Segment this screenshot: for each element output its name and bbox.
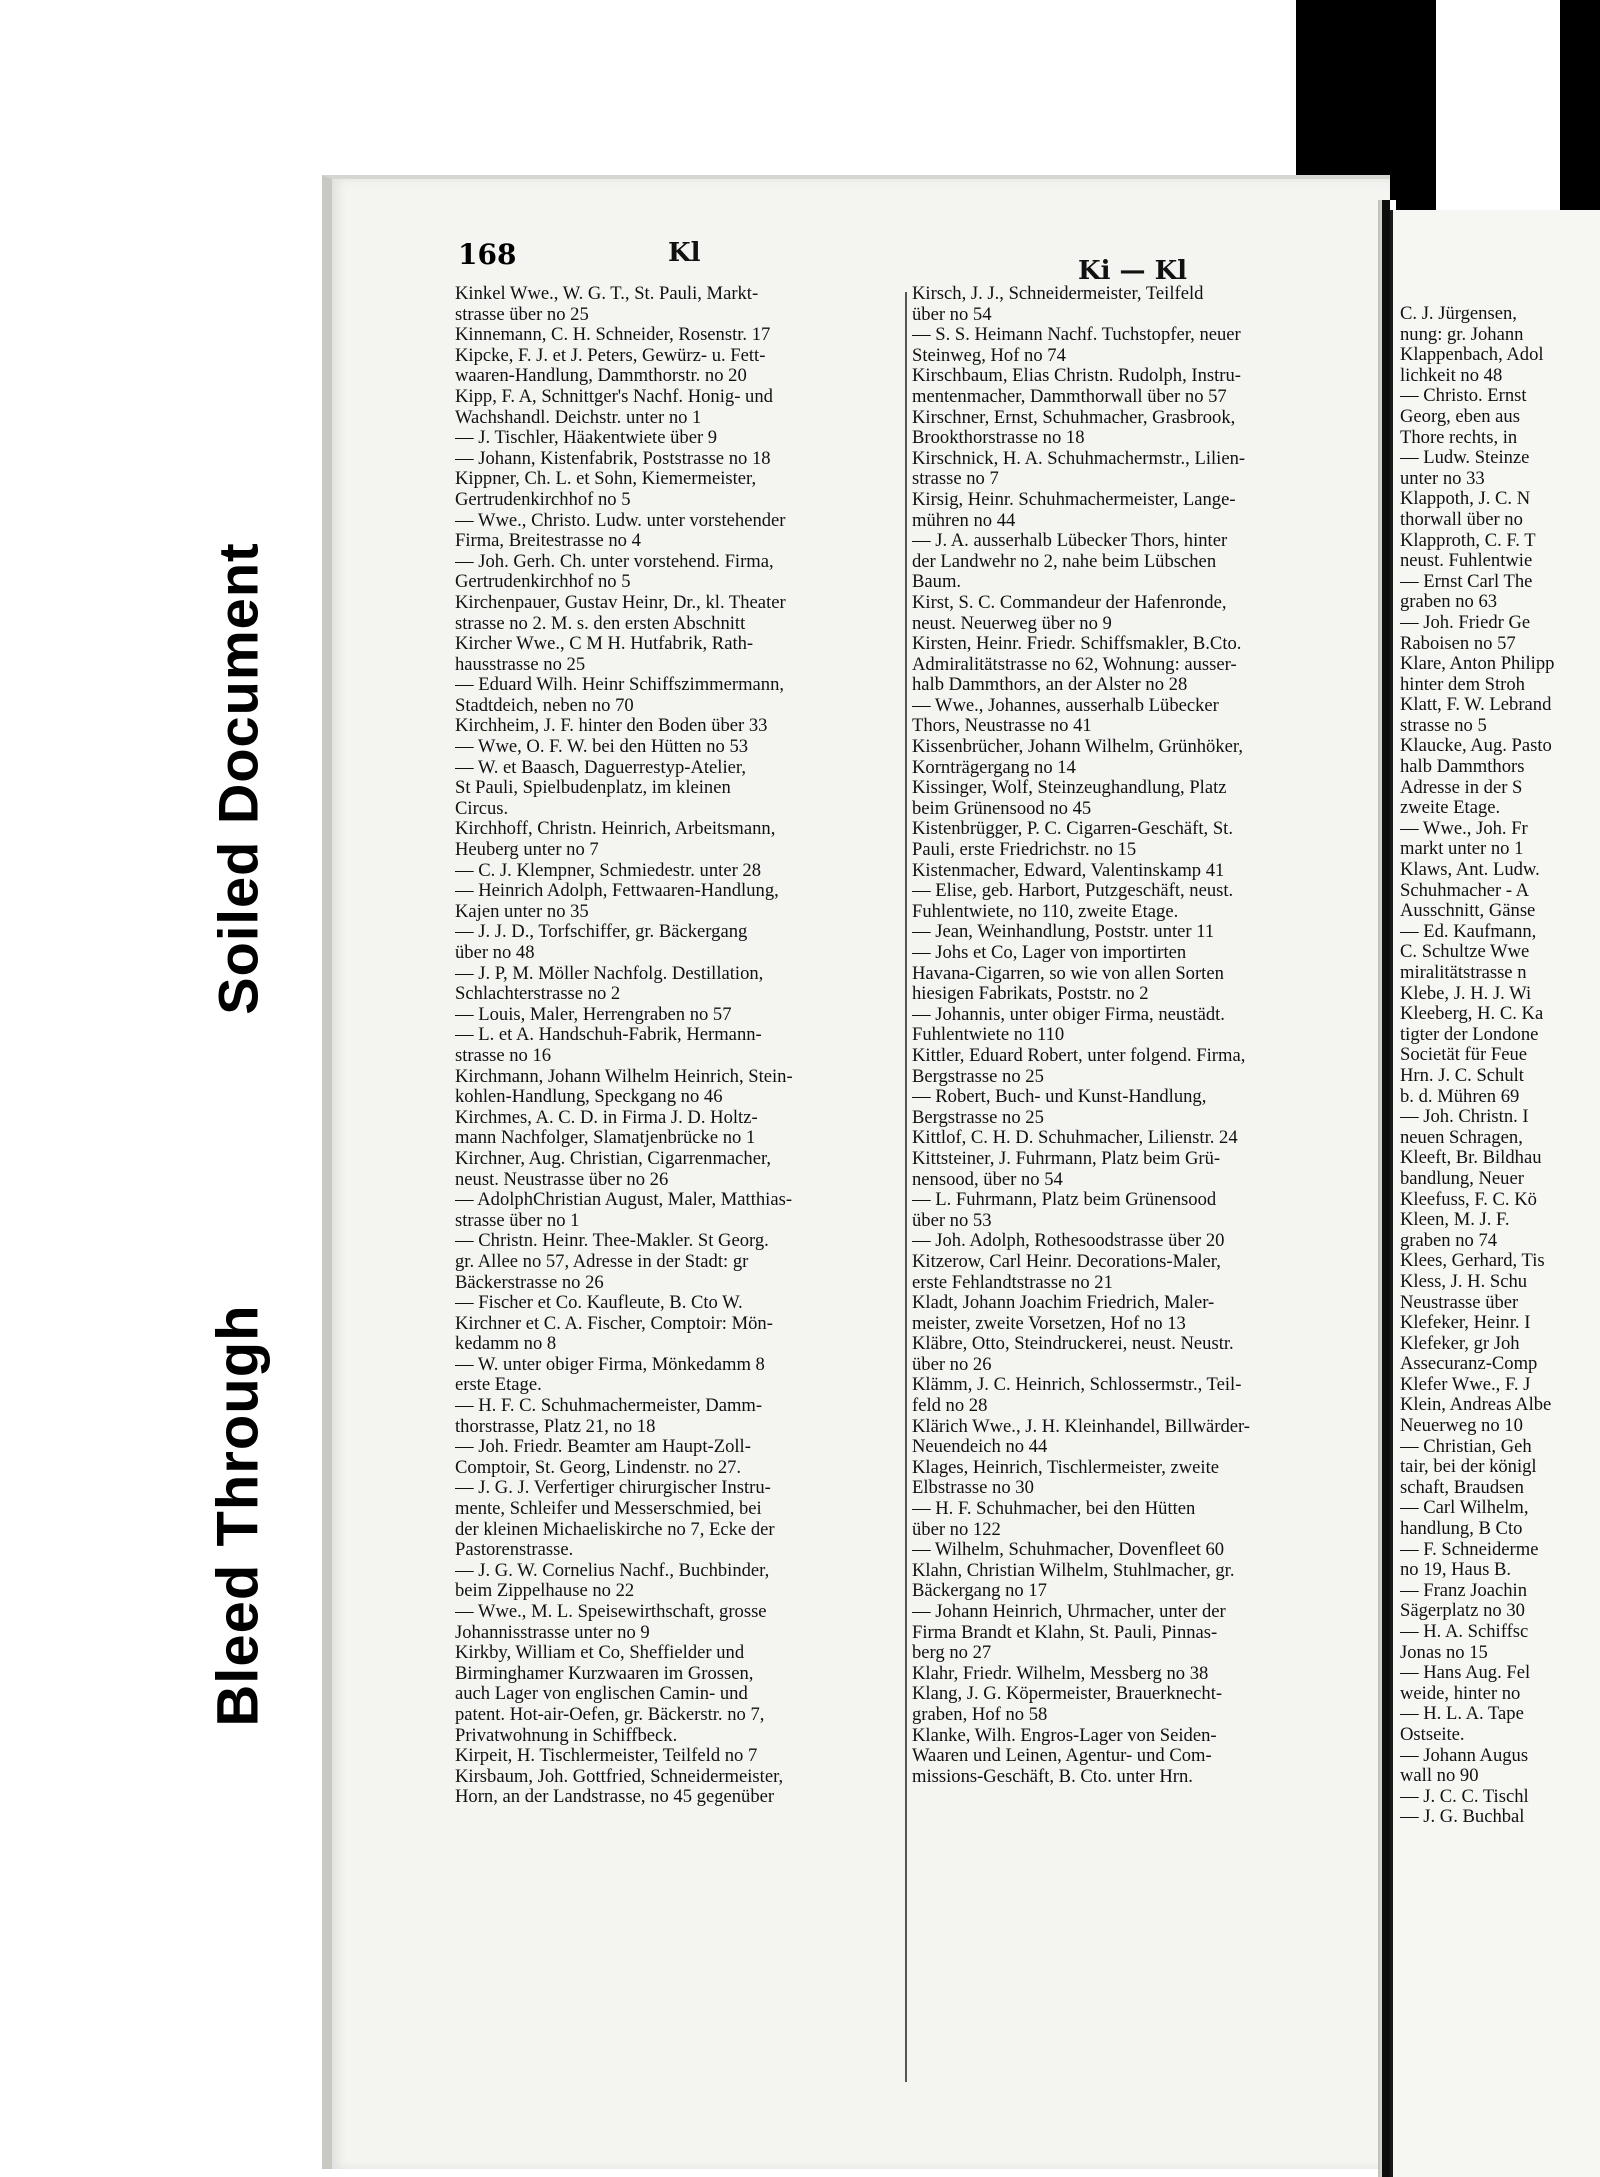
directory-entry-line: Bergstrasse no 25	[912, 1107, 1044, 1128]
directory-entry-line: — Heinrich Adolph, Fettwaaren-Handlung,	[455, 881, 779, 902]
directory-entry-line: markt unter no 1	[1400, 839, 1524, 860]
directory-entry-line: Heuberg unter no 7	[455, 840, 599, 861]
directory-entry-line: — Robert, Buch- und Kunst-Handlung,	[912, 1087, 1207, 1108]
directory-entry-line: — Joh. Friedr Ge	[1400, 612, 1531, 633]
facing-page-column	[1400, 304, 1600, 1828]
directory-entry-line: — W. unter obiger Firma, Mönkedamm 8	[455, 1354, 765, 1375]
directory-entry-line: beim Grünensood no 45	[912, 798, 1092, 819]
directory-entry-line: — Wwe., Christo. Ludw. unter vorstehender	[455, 510, 786, 531]
directory-entry-line: Stadtdeich, neben no 70	[455, 695, 634, 716]
directory-entry-line: Klappenbach, Adol	[1400, 345, 1544, 366]
directory-entry-line: — Johann Heinrich, Uhrmacher, unter der	[912, 1602, 1226, 1622]
directory-entry-line: neust. Fuhlentwie	[1400, 551, 1533, 572]
directory-entry-line: berg no 27	[912, 1643, 992, 1664]
directory-entry-line: Kläbre, Otto, Steindruckerei, neust. Neustr.	[912, 1334, 1234, 1355]
directory-entry-line: meister, zweite Vorsetzen, Hof no 13	[912, 1313, 1186, 1334]
directory-entry-line: nensood, über no 54	[912, 1169, 1063, 1190]
directory-entry-line: Circus.	[455, 798, 509, 819]
directory-entry-line: Klang, J. G. Köpermeister, Brauerknecht-	[912, 1684, 1223, 1705]
directory-entry-line: — F. Schneiderme	[1400, 1539, 1539, 1560]
directory-entry-line: — Hans Aug. Fel	[1400, 1663, 1531, 1684]
directory-entry-line: — Johs et Co, Lager von importirten	[912, 943, 1187, 963]
directory-entry-line: Kirpeit, H. Tischlermeister, Teilfeld no 7	[455, 1746, 758, 1767]
directory-entry-line: Kippner, Ch. L. et Sohn, Kiemermeister,	[455, 469, 757, 490]
directory-entry-line: Kirst, S. C. Commandeur der Hafenronde,	[912, 592, 1227, 613]
directory-entry-line: halb Dammthors, an der Alster no 28	[912, 675, 1188, 696]
column-divider	[905, 292, 907, 2082]
directory-entry-line: Kleen, M. J. F.	[1400, 1210, 1510, 1231]
directory-entry-line: Kirchhoff, Christn. Heinrich, Arbeitsmann,	[455, 819, 776, 840]
directory-entry-line: gr. Allee no 57, Adresse in der Stadt: gr	[455, 1251, 749, 1272]
directory-entry-line: über no 26	[912, 1354, 992, 1375]
directory-entry-line: — H. F. C. Schuhmachermeister, Damm-	[455, 1396, 763, 1417]
directory-entry-line: Schuhmacher - A	[1400, 880, 1530, 901]
directory-entry-line: Klebe, J. H. J. Wi	[1400, 983, 1532, 1004]
directory-entry-line: Kladt, Johann Joachim Friedrich, Maler-	[912, 1293, 1215, 1314]
directory-entry-line: — Joh. Christn. I	[1400, 1107, 1529, 1128]
directory-entry-line: neust. Neuerweg über no 9	[912, 613, 1112, 634]
directory-entry-line: strasse no 2. M. s. den ersten Abschnitt	[455, 613, 746, 634]
directory-entry-line: Kipcke, F. J. et J. Peters, Gewürz- u. Fett-	[455, 345, 766, 366]
directory-entry-line: thorstrasse, Platz 21, no 18	[455, 1416, 656, 1437]
directory-entry-line: — Johann, Kistenfabrik, Poststrasse no 18	[455, 448, 771, 469]
directory-entry-line: neust. Neustrasse über no 26	[455, 1169, 669, 1190]
directory-entry-line: Kajen unter no 35	[455, 901, 589, 922]
directory-entry-line: neuen Schragen,	[1400, 1127, 1523, 1148]
directory-entry-line: mente, Schleifer und Messerschmied, bei	[455, 1499, 762, 1520]
directory-entry-line: Kittlof, C. H. D. Schuhmacher, Lilienstr. 24	[912, 1128, 1238, 1149]
directory-entry-line: C. J. Jürgensen,	[1400, 304, 1517, 324]
directory-entry-line: handlung, B Cto	[1400, 1519, 1523, 1540]
directory-entry-line: thorwall über no	[1400, 509, 1523, 530]
directory-entry-line: erste Fehlandtstrasse no 21	[912, 1272, 1113, 1293]
directory-entry-line: weide, hinter no	[1400, 1683, 1521, 1704]
directory-entry-line: Klatt, F. W. Lebrand	[1400, 695, 1552, 716]
directory-entry-line: — Wwe., Joh. Fr	[1400, 818, 1528, 839]
directory-entry-line: — Fischer et Co. Kaufleute, B. Cto W.	[455, 1293, 743, 1314]
directory-entry-line: Havana-Cigarren, so wie von allen Sorten	[912, 963, 1224, 984]
directory-entry-line: Kissenbrücher, Johann Wilhelm, Grünhöker,	[912, 737, 1244, 758]
directory-entry-line: — Christian, Geh	[1400, 1436, 1532, 1457]
directory-entry-line: — J. G. Buchbal	[1400, 1807, 1525, 1828]
directory-entry-line: — Carl Wilhelm,	[1400, 1498, 1529, 1519]
directory-entry-line: Kirschner, Ernst, Schuhmacher, Grasbrook,	[912, 407, 1236, 428]
directory-entry-line: — Ludw. Steinze	[1400, 448, 1530, 469]
directory-entry-line: Klaucke, Aug. Pasto	[1400, 736, 1552, 757]
directory-entry-line: graben no 63	[1400, 592, 1498, 613]
directory-entry-line: mentenmacher, Dammthorwall über no 57	[912, 386, 1227, 407]
directory-entry-line: — W. et Baasch, Daguerrestyp-Atelier,	[455, 757, 746, 778]
directory-entry-line: der Landwehr no 2, nahe beim Lübschen	[912, 551, 1217, 572]
directory-column-left	[455, 284, 900, 1808]
directory-entry-line: — Joh. Adolph, Rothesoodstrasse über 20	[912, 1231, 1225, 1252]
directory-entry-line: Klappoth, J. C. N	[1400, 489, 1531, 510]
directory-entry-line: Schlachterstrasse no 2	[455, 984, 621, 1005]
directory-entry-line: Klare, Anton Philipp	[1400, 654, 1555, 675]
directory-entry-line: Klahr, Friedr. Wilhelm, Messberg no 38	[912, 1663, 1209, 1684]
directory-entry-line: tigter der Londone	[1400, 1024, 1539, 1045]
directory-entry-line: beim Zippelhause no 22	[455, 1581, 635, 1602]
directory-entry-line: Birminghamer Kurzwaaren im Grossen,	[455, 1663, 754, 1684]
directory-entry-line: Societät für Feue	[1400, 1045, 1528, 1066]
directory-entry-line: Privatwohnung in Schiffbeck.	[455, 1725, 678, 1746]
directory-entry-line: Baum.	[912, 572, 962, 593]
directory-entry-line: Jonas no 15	[1400, 1642, 1488, 1663]
directory-entry-line: kohlen-Handlung, Speckgang no 46	[455, 1087, 723, 1108]
directory-entry-line: halb Dammthors	[1400, 757, 1525, 778]
directory-entry-line: Klages, Heinrich, Tischlermeister, zweite	[912, 1457, 1220, 1478]
directory-entry-line: bandlung, Neuer	[1400, 1168, 1524, 1189]
directory-entry-line: Kirsten, Heinr. Friedr. Schiffsmakler, B.Cto.	[912, 634, 1242, 655]
directory-entry-line: — Franz Joachin	[1400, 1580, 1528, 1601]
directory-entry-line: strasse no 5	[1400, 715, 1487, 736]
directory-entry-line: waaren-Handlung, Dammthorstr. no 20	[455, 366, 747, 387]
directory-entry-line: Georg, eben aus	[1400, 406, 1520, 427]
directory-entry-line: Kittsteiner, J. Fuhrmann, Platz beim Grü-	[912, 1148, 1221, 1169]
directory-entry-line: miralitätstrasse n	[1400, 963, 1527, 983]
directory-entry-line: Neustrasse über	[1400, 1292, 1519, 1313]
directory-entry-line: — Louis, Maler, Herrengraben no 57	[455, 1004, 732, 1025]
directory-entry-line: — J. Tischler, Häakentwiete über 9	[455, 428, 718, 449]
directory-entry-line: Fuhlentwiete, no 110, zweite Etage.	[912, 901, 1179, 922]
directory-entry-line: hiesigen Fabrikats, Poststr. no 2	[912, 984, 1149, 1005]
directory-entry-line: — Christn. Heinr. Thee-Makler. St Georg.	[455, 1231, 769, 1252]
directory-entry-line: Neuendeich no 44	[912, 1437, 1048, 1458]
directory-entry-line: Kirchner et C. A. Fischer, Comptoir: Mön-	[455, 1313, 773, 1334]
directory-entry-line: über no 54	[912, 304, 992, 325]
directory-entry-line: Fuhlentwiete no 110	[912, 1025, 1065, 1046]
directory-entry-line: Kornträgergang no 14	[912, 757, 1076, 778]
directory-entry-line: Hrn. J. C. Schult	[1400, 1065, 1524, 1086]
directory-entry-line: über no 53	[912, 1210, 992, 1231]
directory-entry-line: — Joh. Gerh. Ch. unter vorstehend. Firma,	[455, 551, 774, 572]
directory-entry-line: — C. J. Klempner, Schmiedestr. unter 28	[455, 860, 762, 881]
directory-entry-line: Kleefuss, F. C. Kö	[1400, 1189, 1537, 1210]
directory-entry-line: Pastorenstrasse.	[455, 1540, 574, 1561]
directory-entry-line: Kirchenpauer, Gustav Heinr, Dr., kl. Theater	[455, 592, 786, 613]
directory-entry-line: — J. J. D., Torfschiffer, gr. Bäckergang	[455, 922, 748, 943]
directory-column-right	[912, 284, 1342, 1787]
directory-entry-line: Ausschnitt, Gänse	[1400, 901, 1536, 922]
directory-entry-line: Gertrudenkirchhof no 5	[455, 489, 631, 510]
directory-entry-line: no 19, Haus B.	[1400, 1560, 1512, 1581]
directory-entry-line: der kleinen Michaeliskirche no 7, Ecke der	[455, 1519, 775, 1540]
directory-entry-line: Ostseite.	[1400, 1724, 1465, 1745]
directory-entry-line: Kirchheim, J. F. hinter den Boden über 33	[455, 716, 768, 737]
directory-entry-line: — J. P, M. Möller Nachfolg. Destillation,	[455, 963, 764, 984]
directory-entry-line: Kipp, F. A, Schnittger's Nachf. Honig- und	[455, 386, 773, 407]
directory-entry-line: Klein, Andreas Albe	[1400, 1395, 1552, 1416]
directory-entry-line: Bäckerstrasse no 26	[455, 1272, 604, 1293]
directory-entry-line: Brookthorstrasse no 18	[912, 428, 1085, 449]
directory-entry-line: Waaren und Leinen, Agentur- und Com-	[912, 1746, 1212, 1767]
bleed-through-label: Bleed Through	[196, 1215, 280, 1815]
directory-entry-line: strasse über no 1	[455, 1210, 580, 1231]
running-head-right: Ki — Kl	[1078, 256, 1188, 286]
directory-entry-line: Steinweg, Hof no 74	[912, 345, 1066, 366]
directory-entry-line: Comptoir, St. Georg, Lindenstr. no 27.	[455, 1457, 742, 1478]
directory-entry-line: Kistenbrügger, P. C. Cigarren-Geschäft, St.	[912, 819, 1233, 840]
directory-entry-line: Kinkel Wwe., W. G. T., St. Pauli, Markt-	[455, 284, 759, 304]
directory-entry-line: unter no 33	[1400, 468, 1485, 489]
soiled-document-label: Soiled Document	[196, 487, 280, 1070]
directory-entry-line: Kirchner, Aug. Christian, Cigarrenmacher,	[455, 1148, 772, 1169]
directory-entry-line: Klefeker, Heinr. I	[1400, 1313, 1531, 1334]
directory-entry-line: Bäckergang no 17	[912, 1581, 1047, 1602]
directory-entry-line: Kitzerow, Carl Heinr. Decorations-Maler,	[912, 1251, 1221, 1272]
directory-entry-line: Kittler, Eduard Robert, unter folgend. Firma,	[912, 1045, 1246, 1066]
directory-entry-line: über no 122	[912, 1519, 1001, 1540]
directory-entry-line: Wachshandl. Deichstr. unter no 1	[455, 407, 702, 428]
directory-entry-line: Sägerplatz no 30	[1400, 1601, 1525, 1622]
directory-entry-line: Kirkby, William et Co, Sheffielder und	[455, 1643, 745, 1664]
directory-entry-line: — Wilhelm, Schuhmacher, Dovenfleet 60	[912, 1540, 1225, 1561]
directory-entry-line: Klahn, Christian Wilhelm, Stuhlmacher, gr.	[912, 1560, 1235, 1581]
directory-entry-line: Klaws, Ant. Ludw.	[1400, 860, 1540, 881]
directory-entry-line: strasse über no 25	[455, 304, 589, 325]
directory-entry-line: — Christo. Ernst	[1400, 386, 1527, 407]
directory-entry-line: Pauli, erste Friedrichstr. no 15	[912, 840, 1137, 861]
directory-entry-line: Kircher Wwe., C M H. Hutfabrik, Rath-	[455, 634, 754, 655]
directory-entry-line: — H. F. Schuhmacher, bei den Hütten	[912, 1499, 1196, 1520]
directory-entry-line: Raboisen no 57	[1400, 633, 1516, 654]
directory-entry-line: — Ed. Kaufmann,	[1400, 921, 1537, 942]
directory-entry-line: graben, Hof no 58	[912, 1704, 1048, 1725]
directory-entry-line: Klämm, J. C. Heinrich, Schlossermstr., Teil-	[912, 1375, 1242, 1396]
directory-entry-line: Kissinger, Wolf, Steinzeughandlung, Platz	[912, 778, 1227, 799]
directory-entry-line: C. Schultze Wwe	[1400, 942, 1530, 963]
directory-entry-line: erste Etage.	[455, 1375, 542, 1396]
directory-entry-line: Admiralitätstrasse no 62, Wohnung: ausser-	[912, 654, 1237, 675]
directory-entry-line: lichkeit no 48	[1400, 365, 1503, 386]
directory-entry-line: wall no 90	[1400, 1766, 1479, 1787]
directory-entry-line: Assecuranz-Comp	[1400, 1354, 1538, 1375]
directory-entry-line: — Ernst Carl The	[1400, 571, 1533, 592]
directory-entry-line: — J. G. J. Verfertiger chirurgischer Instru-	[455, 1478, 771, 1499]
directory-entry-line: Klees, Gerhard, Tis	[1400, 1251, 1545, 1272]
directory-entry-line: missions-Geschäft, B. Cto. unter Hrn.	[912, 1766, 1193, 1787]
directory-entry-line: strasse no 16	[455, 1045, 552, 1066]
scan-dark-border-right	[1560, 0, 1600, 230]
directory-entry-line: Klefer Wwe., F. J	[1400, 1374, 1531, 1395]
directory-entry-line: — Wwe, O. F. W. bei den Hütten no 53	[455, 737, 749, 758]
directory-entry-line: hinter dem Stroh	[1400, 674, 1525, 695]
directory-entry-line: St Pauli, Spielbudenplatz, im kleinen	[455, 778, 731, 799]
directory-entry-line: Kirschnick, H. A. Schuhmachermstr., Lilien-	[912, 448, 1246, 469]
directory-entry-line: — J. A. ausserhalb Lübecker Thors, hinter	[912, 531, 1228, 552]
directory-entry-line: Gertrudenkirchhof no 5	[455, 572, 631, 593]
directory-entry-line: patent. Hot-air-Oefen, gr. Bäckerstr. no 7,	[455, 1704, 765, 1725]
directory-entry-line: Kirchmes, A. C. D. in Firma J. D. Holtz-	[455, 1107, 758, 1128]
directory-entry-line: — Johann Augus	[1400, 1745, 1529, 1766]
directory-entry-line: — L. et A. Handschuh-Fabrik, Hermann-	[455, 1025, 762, 1046]
running-head-left: Kl	[668, 238, 701, 268]
directory-entry-line: Klefeker, gr Joh	[1400, 1333, 1520, 1354]
directory-entry-line: — H. A. Schiffsc	[1400, 1622, 1529, 1642]
directory-entry-line: graben no 74	[1400, 1230, 1498, 1251]
directory-entry-line: Kleeft, Br. Bildhau	[1400, 1148, 1542, 1169]
directory-entry-line: — S. S. Heimann Nachf. Tuchstopfer, neuer	[912, 325, 1241, 346]
directory-entry-line: Klärich Wwe., J. H. Kleinhandel, Billwärder-	[912, 1416, 1251, 1437]
directory-entry-line: tair, bei der königl	[1400, 1457, 1537, 1478]
directory-entry-line: hausstrasse no 25	[455, 654, 586, 675]
directory-entry-line: Klapproth, C. F. T	[1400, 530, 1536, 551]
directory-entry-line: Kirsbaum, Joh. Gottfried, Schneidermeister,	[455, 1766, 784, 1787]
directory-entry-line: nung: gr. Johann	[1400, 324, 1524, 345]
directory-entry-line: feld no 28	[912, 1396, 988, 1417]
directory-entry-line: Neuerweg no 10	[1400, 1416, 1523, 1437]
directory-entry-line: Adresse in der S	[1400, 777, 1523, 798]
directory-entry-line: Kinnemann, C. H. Schneider, Rosenstr. 17	[455, 325, 771, 346]
directory-entry-line: — AdolphChristian August, Maler, Matthias-	[455, 1190, 793, 1211]
page-edge-shadow	[1382, 200, 1390, 2177]
directory-entry-line: Thors, Neustrasse no 41	[912, 716, 1092, 737]
directory-entry-line: kedamm no 8	[455, 1334, 557, 1355]
directory-entry-line: zweite Etage.	[1400, 798, 1501, 819]
directory-entry-line: auch Lager von englischen Camin- und	[455, 1684, 748, 1705]
directory-entry-line: — Wwe., Johannes, ausserhalb Lübecker	[912, 695, 1219, 716]
directory-entry-line: Kirschbaum, Elias Christn. Rudolph, Instru-	[912, 366, 1241, 387]
directory-entry-line: Kistenmacher, Edward, Valentinskamp 41	[912, 860, 1225, 881]
directory-entry-line: Johannisstrasse unter no 9	[455, 1622, 650, 1643]
directory-entry-line: Horn, an der Landstrasse, no 45 gegenüber	[455, 1787, 775, 1808]
directory-entry-line: — Joh. Friedr. Beamter am Haupt-Zoll-	[455, 1437, 751, 1458]
directory-entry-line: über no 48	[455, 943, 535, 963]
directory-entry-line: Firma Brandt et Klahn, St. Pauli, Pinnas-	[912, 1622, 1218, 1643]
directory-entry-line: — J. G. W. Cornelius Nachf., Buchbinder,	[455, 1560, 770, 1581]
directory-entry-line: mann Nachfolger, Slamatjenbrücke no 1	[455, 1128, 756, 1149]
directory-entry-line: — Elise, geb. Harbort, Putzgeschäft, neust.	[912, 881, 1234, 902]
directory-entry-line: schaft, Braudsen	[1400, 1477, 1524, 1498]
directory-entry-line: mühren no 44	[912, 510, 1016, 531]
directory-entry-line: Bergstrasse no 25	[912, 1066, 1044, 1087]
directory-entry-line: Kirsig, Heinr. Schuhmachermeister, Lange-	[912, 489, 1236, 510]
directory-entry-line: Kless, J. H. Schu	[1400, 1271, 1528, 1292]
directory-entry-line: b. d. Mühren 69	[1400, 1086, 1520, 1107]
directory-entry-line: Firma, Breitestrasse no 4	[455, 531, 641, 552]
directory-entry-line: Klanke, Wilh. Engros-Lager von Seiden-	[912, 1725, 1217, 1746]
directory-entry-line: strasse no 7	[912, 469, 999, 490]
directory-entry-line: — L. Fuhrmann, Platz beim Grünensood	[912, 1190, 1217, 1211]
directory-entry-line: Kleeberg, H. C. Ka	[1400, 1004, 1544, 1025]
directory-entry-line: — Wwe., M. L. Speisewirthschaft, grosse	[455, 1602, 767, 1622]
directory-entry-line: Elbstrasse no 30	[912, 1478, 1034, 1499]
directory-entry-line: Thore rechts, in	[1400, 427, 1518, 448]
directory-entry-line: Kirsch, J. J., Schneidermeister, Teilfeld	[912, 284, 1204, 304]
directory-entry-line: — Eduard Wilh. Heinr Schiffszimmermann,	[455, 675, 785, 696]
directory-entry-line: — Jean, Weinhandlung, Poststr. unter 11	[912, 922, 1215, 943]
directory-entry-line: — H. L. A. Tape	[1400, 1704, 1524, 1725]
directory-entry-line: — Johannis, unter obiger Firma, neustädt.	[912, 1004, 1225, 1025]
directory-entry-line: Kirchmann, Johann Wilhelm Heinrich, Stein-	[455, 1066, 793, 1087]
page-number: 168	[458, 238, 517, 271]
directory-entry-line: — J. C. C. Tischl	[1400, 1786, 1529, 1807]
